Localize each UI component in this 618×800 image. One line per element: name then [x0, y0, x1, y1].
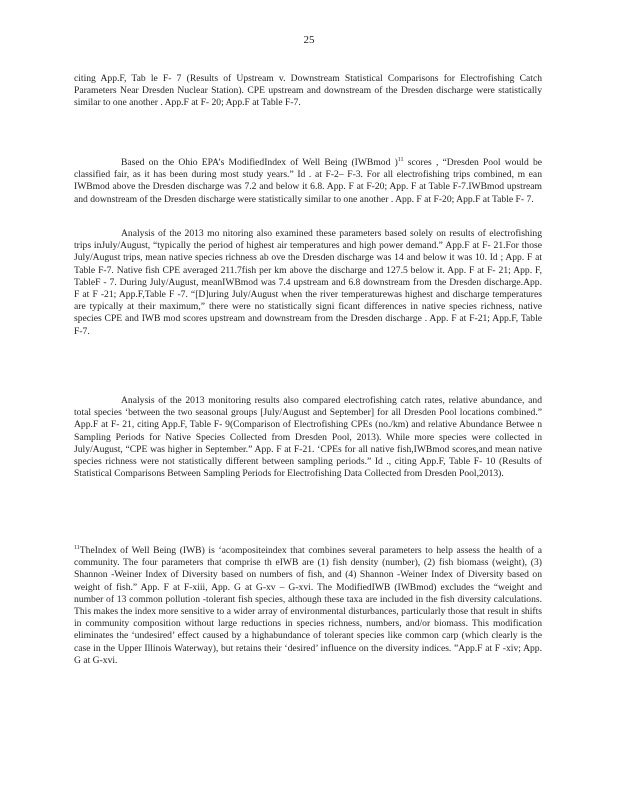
paragraph-2-rest: scores , “Dresden Pool would be classified fair, as it has been during most study years.” Id . at F-2– F-3. For all electrofishing trips combined, m ean IWBmod above the Dresden discharge was 7.2 and below it 6.8. App. F at F-20; App. F at Table F-7.IWBmod upstream and downstream of the Dresden discharge were statistically similar to one another . App. F at F-20; App.F at Table F- 7. — [74, 157, 542, 205]
footnote-text: TheIndex of Well Being (IWB) is ‘acompositeindex that combines several parameters to help assess the health of a community. The four parameters that comprise th eIWB are (1) fish density (number), (2) fish biomass (weight), (3) Shannon -Weiner Index of Diversity based on numbers of fish, and (4) Shannon -Weiner Index of Diversity based on weight of fish.” App. F at F-xiii, App. G at G-xv – G-xvi. The ModifiedIWB (IWBmod) excludes the “weight and number of 13 common pollution -tolerant fish species, although these taxa are included in the fish diversity calculations. This makes the index more sensitive to a wider array of environmental disturbances, particularly those that result in shifts in community composition without large reductions in species richness, numbers, and/or biomass. This modification eliminates the ‘undesired’ effect caused by a highabundance of tolerant species like common carp (which clearly is the case in the Upper Illinois Waterway), but retains their ‘desired’ influence on the diversity indices. ”App.F at F -xiv; App. G at G-xvi. — [74, 545, 542, 666]
footnote-marker: 11 — [74, 544, 80, 551]
paragraph-4: Analysis of the 2013 monitoring results also compared electrofishing catch rates, relative abundance, and total species ‘between the two seasonal groups [July/August and September] for all Dresden Pool locations combined.” App.F at F- 21, citing App.F, Table F- 9(Comparison of Electrofishing CPEs (no./km) and relative Abundance Betwee n Sampling Periods for Native Species Collected from Dresden Pool, 2013). While more species were collected in July/August, “CPE was higher in September.” App. F at F-21. ‘CPEs for all native fish,IWBmod scores,and mean native species richness were not statistically different between sampling periods.” Id ., citing App.F, Table F- 10 (Results of Statistical Comparisons Between Sampling Periods for Electrofishing Data Collected from Dresden Pool,2013). — [74, 395, 542, 480]
footnote — [74, 545, 542, 667]
paragraph-3: Analysis of the 2013 mo nitoring also examined these parameters based solely on results of electrofishing trips inJuly/August, “typically the period of highest air temperatures and high power demand.” App.F at F- 21.For those July/August trips, mean native species richness ab ove the Dresden discharge was 14 and below it was 10. Id ; App. F at Table F-7. Native fish CPE averaged 211.7fish per km above the discharge and 127.5 below it. App. F at F- 21; App. F, TableF - 7. During July/August, meanIWBmod was 7.4 upstream and 6.8 downstream from the Dresden discharge.App. F at F -21; App.F,Table F -7. “[D]uring July/August when the river temperaturewas highest and discharge temperatures are typically at their maximum,” there were no statistically signi ficant differences in native species richness, native species CPE and IWB mod scores upstream and downstream from the Dresden discharge . App. F at F-21; App.F, Table F-7. — [74, 228, 542, 337]
paragraph-2-start: Based on the Ohio EPA’s ModifiedIndex of Well Being (IWBmod ) — [121, 157, 398, 168]
paragraph-1: citing App.F, Tab le F- 7 (Results of Upstream v. Downstream Statistical Comparisons for Electrofishing Catch Parameters Near Dresden Nuclear Station). CPE upstream and downstream of the Dresden discharge were statistically similar to one another . App.F at F- 20; App.F at Table F-7. — [74, 73, 542, 109]
page-number: 25 — [303, 34, 315, 46]
footnote-reference: 11 — [397, 156, 404, 163]
paragraph-2 — [74, 157, 542, 206]
